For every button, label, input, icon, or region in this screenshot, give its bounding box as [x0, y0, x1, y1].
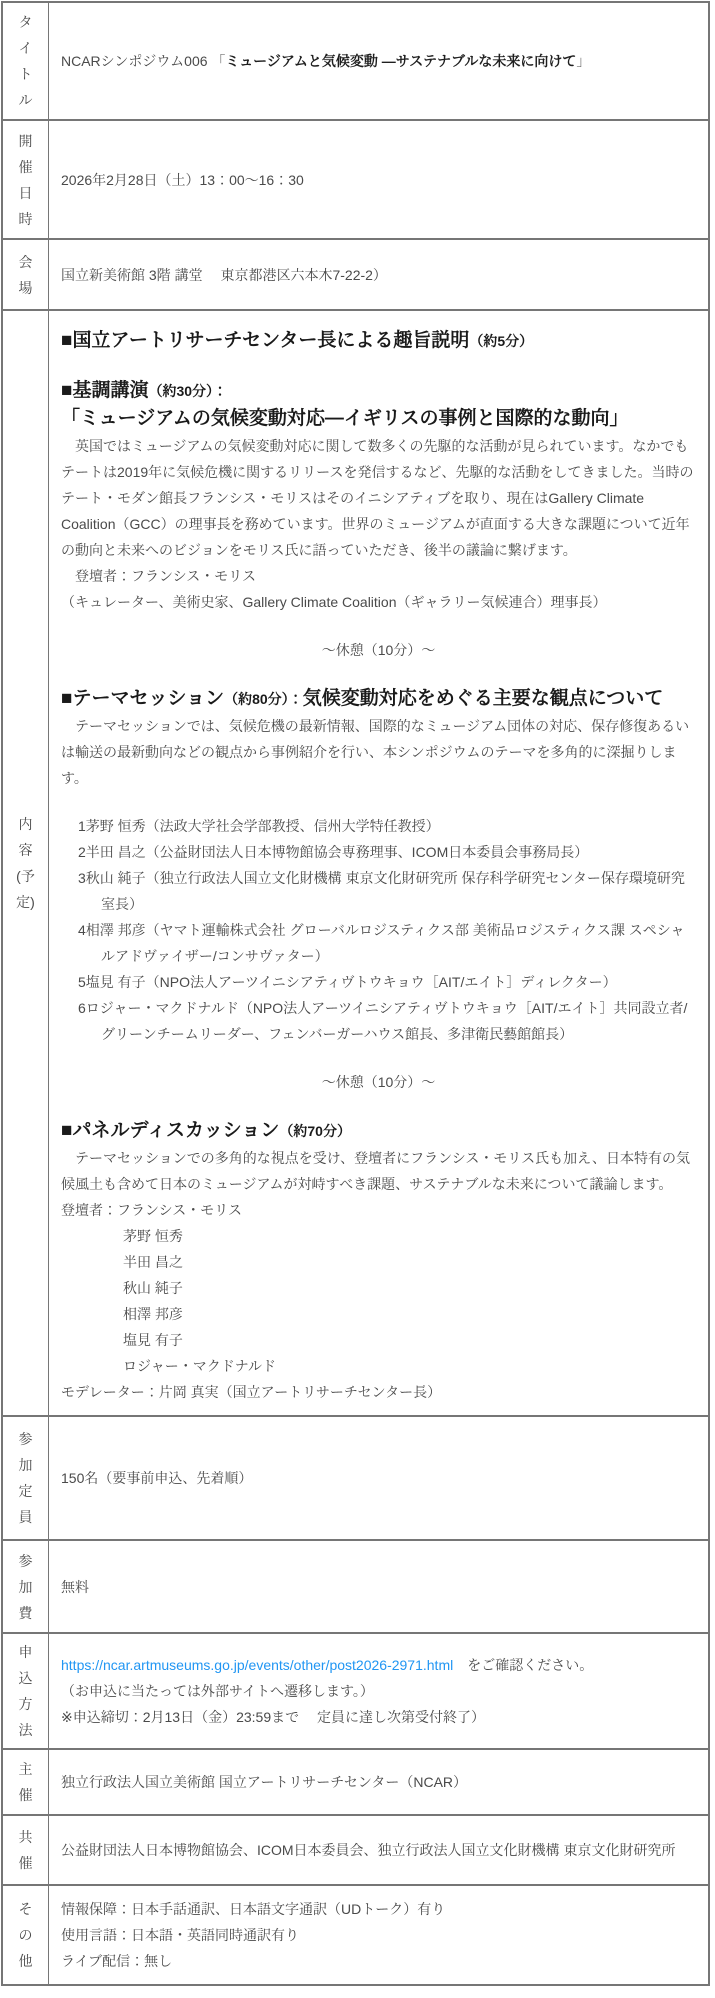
text-line [61, 1379, 696, 1405]
text-line [61, 1197, 696, 1223]
speaker-list-item [61, 839, 696, 865]
row-content-venue [49, 240, 708, 309]
text-line [61, 1652, 696, 1678]
panel-speaker-name: 塩見 有子 [123, 1332, 183, 1348]
text-line [61, 1678, 696, 1704]
speaker-number: 2 [78, 844, 86, 860]
row-label-char: 定) [16, 894, 35, 910]
row-label-char: 主 [18, 1761, 33, 1777]
speaker-list-item [61, 995, 696, 1047]
panel-speaker-name: 秋山 純子 [123, 1280, 183, 1296]
text-line [61, 48, 696, 74]
section-heading [61, 405, 696, 433]
break-note [61, 637, 696, 663]
row-label-char: 費 [18, 1604, 33, 1621]
row-capacity [3, 1417, 708, 1541]
text-line [61, 1145, 696, 1197]
row-label-program [3, 311, 49, 1415]
speaker-number: 1 [78, 818, 86, 834]
row-label-char: 容 [18, 842, 33, 858]
speaker-text: 塩見 有子（NPO法人アーツイニシアティヴトウキョウ［AIT/エイト］ディレクター） [85, 974, 617, 990]
row-label-char: 開 [18, 132, 33, 149]
text-segment: 登壇者：フランシス・モリス [61, 1202, 242, 1218]
section-heading [61, 1117, 696, 1145]
text-line [61, 1769, 696, 1795]
heading-text: （約30分）： [148, 383, 228, 399]
speaker-text: ロジャー・マクドナルド（NPO法人アーツイニシアティヴトウキョウ［AIT/エイト］共同設立者/グリーンチームリーダー、フェンバーガーハウス館長、多津衛民藝館館長） [85, 1000, 688, 1042]
row-content-fee [49, 1541, 708, 1632]
speaker-text: 相澤 邦彦（ヤマト運輸株式会社 グローバルロジスティクス部 美術品ロジスティクス課 スペシャルアドヴァイザー/コンサヴァター） [85, 922, 685, 964]
text-segment: 情報保障：日本手話通訳、日本語文字通訳（UDトーク）有り [61, 1901, 446, 1917]
row-other [3, 1886, 708, 1984]
break-note [61, 1069, 696, 1095]
row-label-char: 申 [18, 1644, 33, 1660]
text-segment: 」 [576, 53, 591, 69]
row-program [3, 311, 708, 1417]
row-label-char: 催 [18, 1855, 33, 1871]
row-label-char: 内 [18, 816, 33, 832]
row-label-char: 日 [18, 184, 33, 201]
row-label-title [3, 3, 49, 119]
text-segment: テーマセッションでの多角的な視点を受け、登壇者にフランシス・モリス氏も加え、日本特有の気候風土も含めて日本のミュージアムが対峙すべき課題、サステナブルな未来について議論します。 [61, 1150, 690, 1192]
row-content-other [49, 1886, 708, 1984]
speaker-list-item [61, 969, 696, 995]
row-label-char: 場 [18, 279, 33, 296]
row-label-char: 参 [18, 1431, 33, 1447]
text-segment: （キュレーター、美術史家、Gallery Climate Coalition（ギャラリー気候連合）理事長） [61, 594, 607, 610]
section-heading [61, 327, 696, 355]
text-line [61, 1948, 696, 1974]
row-content-apply [49, 1634, 708, 1748]
row-label-char: ト [18, 66, 33, 82]
text-segment: 使用言語：日本語・英語同時通訳有り [61, 1927, 299, 1943]
row-label-char: 時 [18, 210, 33, 227]
row-label-char: 込 [18, 1670, 33, 1686]
text-line [61, 1896, 696, 1922]
row-label-char: 他 [18, 1953, 33, 1969]
text-segment: モデレーター：片岡 真実（国立アートリサーチセンター長） [61, 1384, 442, 1400]
text-line [61, 262, 696, 288]
heading-text: ■テーマセッション [61, 688, 225, 709]
text-segment: 独立行政法人国立美術館 国立アートリサーチセンター（NCAR） [61, 1774, 468, 1790]
row-label-char: 会 [18, 253, 33, 270]
heading-text: （約70分） [279, 1123, 351, 1139]
speaker-number: 6 [78, 1000, 86, 1016]
row-label-char: 催 [18, 158, 33, 175]
heading-text: 気候変動対応をめぐる主要な観点について [302, 688, 664, 709]
row-label-other [3, 1886, 49, 1984]
text-line [61, 1837, 696, 1863]
heading-text: （約5分） [469, 333, 534, 349]
row-label-cohost [3, 1816, 49, 1884]
heading-text: ■基調講演 [61, 380, 149, 401]
row-label-venue [3, 240, 49, 309]
row-label-fee [3, 1541, 49, 1632]
text-segment: ～休憩（10分）～ [321, 642, 436, 658]
text-segment: 2026年2月28日（土）13：00～16：30 [61, 171, 304, 188]
speaker-list-item [61, 917, 696, 969]
text-segment: ミュージアムと気候変動 ―サステナブルな未来に向けて [225, 53, 577, 69]
row-label-host [3, 1750, 49, 1814]
text-segment: 登壇者：フランシス・モリス [61, 568, 256, 584]
text-segment: をご確認ください。 [453, 1657, 594, 1673]
event-info-table [1, 1, 710, 1986]
row-content-program [49, 311, 708, 1415]
speaker-number: 4 [78, 922, 86, 938]
row-label-apply [3, 1634, 49, 1748]
application-url-link[interactable]: https://ncar.artmuseums.go.jp/events/other/post2026-2971.html [61, 1657, 454, 1673]
speaker-text: 茅野 恒秀（法政大学社会学部教授、信州大学特任教授） [85, 818, 440, 834]
row-title [3, 3, 708, 121]
text-segment: テーマセッションでは、気候危機の最新情報、国際的なミュージアム団体の対応、保存修復あるいは輸送の最新動向などの観点から事例紹介を行い、本シンポジウムのテーマを多角的に深掘りします。 [61, 718, 690, 786]
row-label-char: 催 [18, 1787, 33, 1803]
speaker-number: 5 [78, 974, 86, 990]
row-label-char: 方 [18, 1696, 33, 1712]
row-label-char: そ [18, 1901, 33, 1917]
row-label-char: 共 [18, 1829, 33, 1845]
row-label-char: 定 [18, 1483, 33, 1499]
speaker-number: 3 [78, 870, 86, 886]
row-label-char: の [18, 1927, 33, 1943]
row-label-char: 法 [18, 1722, 33, 1738]
text-segment: ※申込締切：2月13日（金）23:59まで 定員に達し次第受付終了） [61, 1709, 486, 1725]
panel-speaker-name: 半田 昌之 [123, 1254, 183, 1270]
row-content-host [49, 1750, 708, 1814]
text-segment: （お申込に当たっては外部サイトへ遷移します。） [61, 1683, 374, 1699]
panel-speaker-names [61, 1223, 696, 1379]
text-segment: 150名（要事前申込、先着順） [61, 1470, 253, 1486]
text-segment: 公益財団法人日本博物館協会、ICOM日本委員会、独立行政法人国立文化財機構 東京文化財研究所 [61, 1842, 676, 1858]
text-segment: NCARシンポジウム006 「 [61, 53, 226, 69]
heading-text: ■パネルディスカッション [61, 1120, 280, 1141]
heading-text: ■国立アートリサーチセンター長による趣旨説明 [61, 330, 470, 351]
speaker-list [61, 813, 696, 1047]
speaker-text: 秋山 純子（独立行政法人国立文化財機構 東京文化財研究所 保存科学研究センター保存環境研究室長） [85, 870, 685, 912]
row-cohost [3, 1816, 708, 1886]
text-line [61, 1922, 696, 1948]
row-label-char: (予 [16, 868, 35, 884]
text-line [61, 1574, 696, 1600]
row-content-cohost [49, 1816, 708, 1884]
row-label-char: 参 [18, 1552, 33, 1569]
row-fee [3, 1541, 708, 1634]
row-label-char: 加 [18, 1457, 33, 1473]
heading-text: 「ミュージアムの気候変動対応―イギリスの事例と国際的な動向」 [61, 408, 629, 429]
row-label-datetime [3, 121, 49, 238]
section-heading [61, 377, 696, 405]
row-host [3, 1750, 708, 1816]
panel-speaker-name: ロジャー・マクドナルド [123, 1358, 277, 1374]
text-segment: ～休憩（10分）～ [321, 1074, 436, 1090]
text-line [61, 167, 696, 193]
row-label-char: 員 [18, 1509, 33, 1525]
text-line [61, 1704, 696, 1730]
speaker-list-item [61, 813, 696, 839]
speaker-list-item [61, 865, 696, 917]
row-label-char: ル [18, 92, 33, 108]
speaker-text: 半田 昌之（公益財団法人日本博物館協会専務理事、ICOM日本委員会事務局長） [85, 844, 589, 860]
text-segment: 無料 [61, 1578, 89, 1595]
row-apply [3, 1634, 708, 1750]
panel-speaker-name: 相澤 邦彦 [123, 1306, 183, 1322]
row-content-datetime [49, 121, 708, 238]
text-segment: ライブ配信：無し [61, 1953, 173, 1969]
row-venue [3, 240, 708, 311]
heading-text: （約80分）： [224, 691, 303, 707]
text-line [61, 589, 696, 615]
section-heading [61, 685, 696, 713]
row-datetime [3, 121, 708, 240]
row-content-capacity [49, 1417, 708, 1539]
row-label-char: 加 [18, 1578, 33, 1595]
row-label-char: イ [18, 40, 33, 56]
text-segment: 国立新美術館 3階 講堂 東京都港区六本木7-22-2） [61, 266, 387, 283]
text-line [61, 1465, 696, 1491]
text-segment: 英国ではミュージアムの気候変動対応に関して数多くの先駆的な活動が見られています。なかでもテートは2019年に気候危機に関するリリースを発信するなど、先駆的な活動をしてきました。当時のテート・モダン館長フランシス・モリスはそのイニシアティブを取り、現在はGallery Climate Coalition（GCC）の理事長を務めています。世界のミュージアムが直面する大きな課題について近年の動向と未来へのビジョンをモリス氏に語っていただき、後半の議論に繋げます。 [61, 438, 694, 558]
row-label-capacity [3, 1417, 49, 1539]
panel-speaker-name: 茅野 恒秀 [123, 1228, 183, 1244]
row-label-char: タ [18, 14, 33, 30]
row-content-title [49, 3, 708, 119]
text-line [61, 433, 696, 563]
text-line [61, 713, 696, 791]
text-line [61, 563, 696, 589]
